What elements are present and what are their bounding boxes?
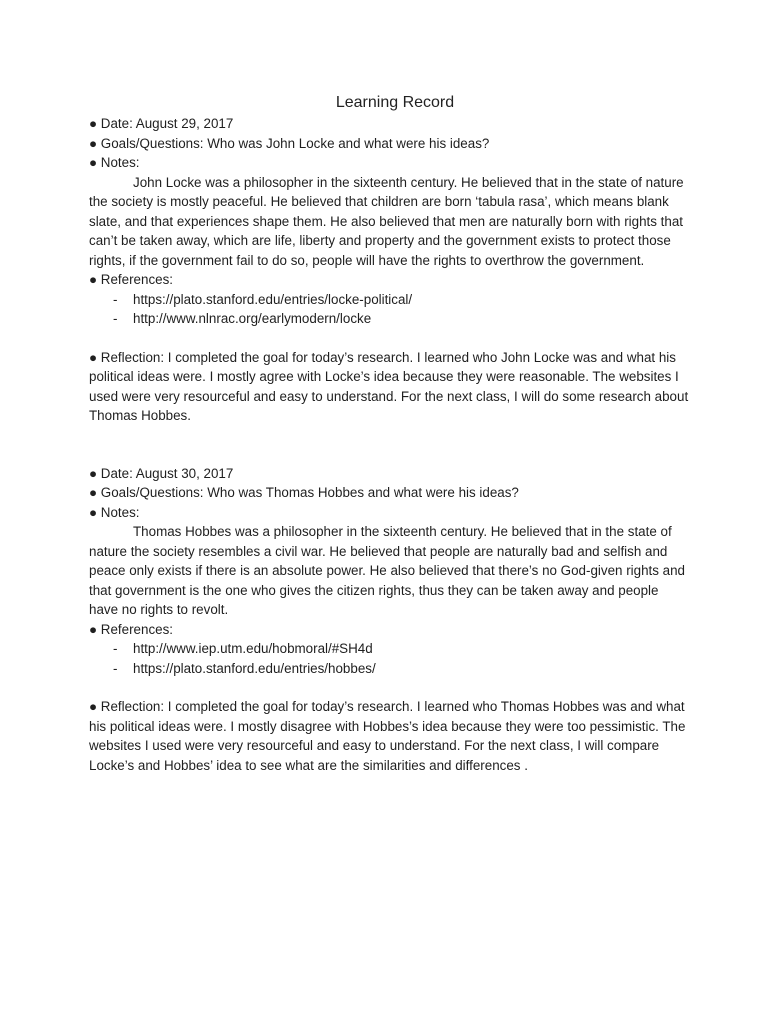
reference-item	[89, 290, 689, 310]
reference-marker: -	[113, 291, 118, 307]
entry-references-label: ● References:	[89, 272, 174, 287]
entry-reflection: ● Reflection: I completed the goal for today’s research. I learned who John Locke was and what his political ideas were. I mostly agree with Locke’s idea because they were reasonable. The websites I used were very resourceful and easy to understand. For the next class, I will do some research about Thomas Hobbes.	[89, 349, 689, 423]
entry-notes-label: ● Notes:	[89, 155, 140, 170]
entry-notes-label: ● Notes:	[89, 504, 140, 520]
document-page	[89, 92, 689, 775]
spacer	[89, 678, 689, 697]
reference-url: http://www.nlnrac.org/earlymodern/locke	[133, 311, 372, 326]
reference-url: https://plato.stanford.edu/entries/locke-political/	[133, 291, 413, 307]
reference-list	[89, 639, 689, 678]
reference-marker: -	[113, 660, 118, 676]
spacer	[89, 329, 689, 348]
reference-item	[89, 639, 689, 659]
entry-notes-text: John Locke was a philosopher in the sixteenth century. He believed that in the state of nature the society is mostly peaceful. He believed that children are born ‘tabula rasa’, which means blank slate, and that experiences shape them. He also believed that men are naturally born with rights that can’t be taken away, which are life, liberty and property and the government exists to protect those rights, if the government fail to do so, people will have the rights to overthrow the government.	[89, 174, 684, 268]
entry-date: ● Date: August 29, 2017	[89, 116, 234, 131]
entry-goals: ● Goals/Questions: Who was John Locke and what were his ideas?	[89, 135, 490, 151]
reference-marker: -	[113, 311, 118, 326]
entry-goals: ● Goals/Questions: Who was Thomas Hobbes and what were his ideas?	[89, 485, 519, 500]
entry-2	[89, 464, 689, 776]
reference-item	[89, 659, 689, 679]
entry-references-label: ● References:	[89, 621, 174, 637]
entry-date: ● Date: August 30, 2017	[89, 465, 234, 481]
reference-url: http://www.iep.utm.edu/hobmoral/#SH4d	[133, 641, 373, 656]
reference-item	[89, 309, 689, 329]
reference-marker: -	[113, 641, 118, 656]
reference-url: https://plato.stanford.edu/entries/hobbes/	[133, 660, 376, 676]
entry-1	[89, 114, 689, 426]
reference-list	[89, 290, 689, 329]
spacer	[89, 426, 689, 464]
entry-notes-text: Thomas Hobbes was a philosopher in the sixteenth century. He believed that in the state of nature the society resembles a civil war. He believed that people are naturally bad and selfish and peace only exists if there is an absolute power. He also believed that there’s no God-given rights and that government is the one who gives the citizen rights, thus they can be taken away and people have no rights to revolt.	[89, 524, 685, 617]
document-title: Learning Record	[335, 94, 455, 111]
entry-reflection: ● Reflection: I completed the goal for today’s research. I learned who Thomas Hobbes was and what his political ideas were. I mostly disagree with Hobbes’s idea because they were too pessimistic. The websites I used were very resourceful and easy to understand. For the next class, I will compare Locke’s and Hobbes’ idea to see what are the similarities and differences .	[89, 699, 686, 773]
